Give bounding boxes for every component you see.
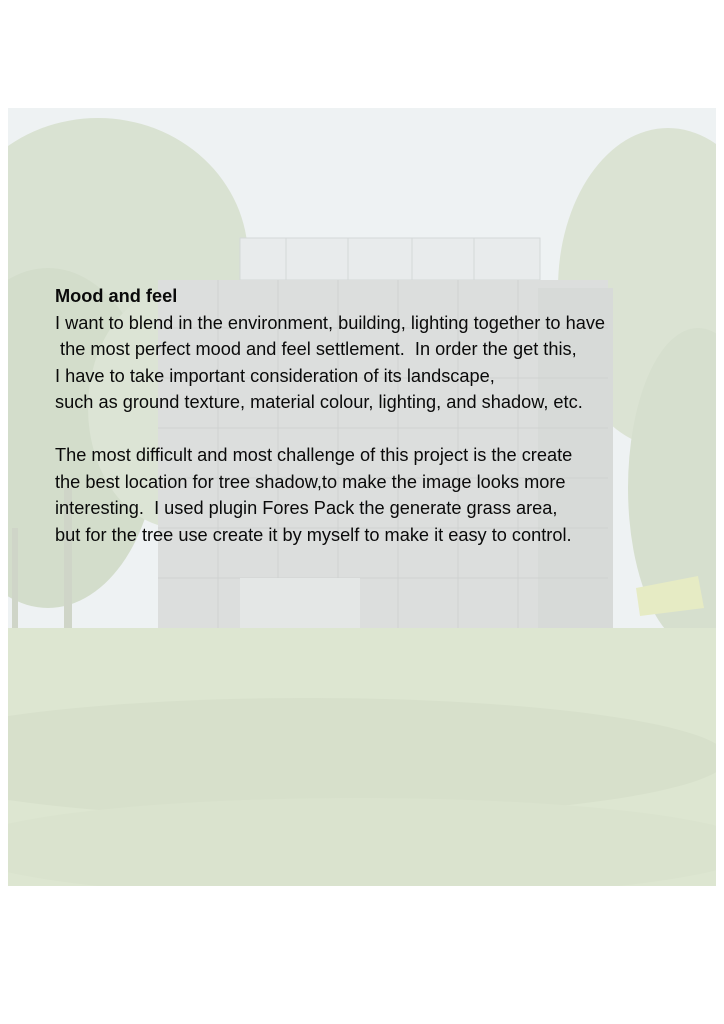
text-line: such as ground texture, material colour, lighting, and shadow, etc. xyxy=(55,392,583,412)
text-line: I want to blend in the environment, building, lighting together to have xyxy=(55,312,606,333)
text-line: the best location for tree shadow,to make the image looks more xyxy=(55,471,566,492)
text-line: interesting. I used plugin Fores Pack the generate grass area, xyxy=(55,498,558,518)
section-heading: Mood and feel xyxy=(55,286,178,306)
text-line: The most difficult and most challenge of this project is the create xyxy=(55,445,573,465)
paragraph-intro xyxy=(55,310,715,416)
text-line: the most perfect mood and feel settlement. In order the get this, xyxy=(55,339,577,359)
paragraph-challenge xyxy=(55,442,715,548)
paragraph-spacer xyxy=(55,416,715,443)
body-text xyxy=(55,283,715,548)
text-line: I have to take important consideration of its landscape, xyxy=(55,365,495,386)
text-line: but for the tree use create it by myself to make it easy to control. xyxy=(55,524,572,545)
